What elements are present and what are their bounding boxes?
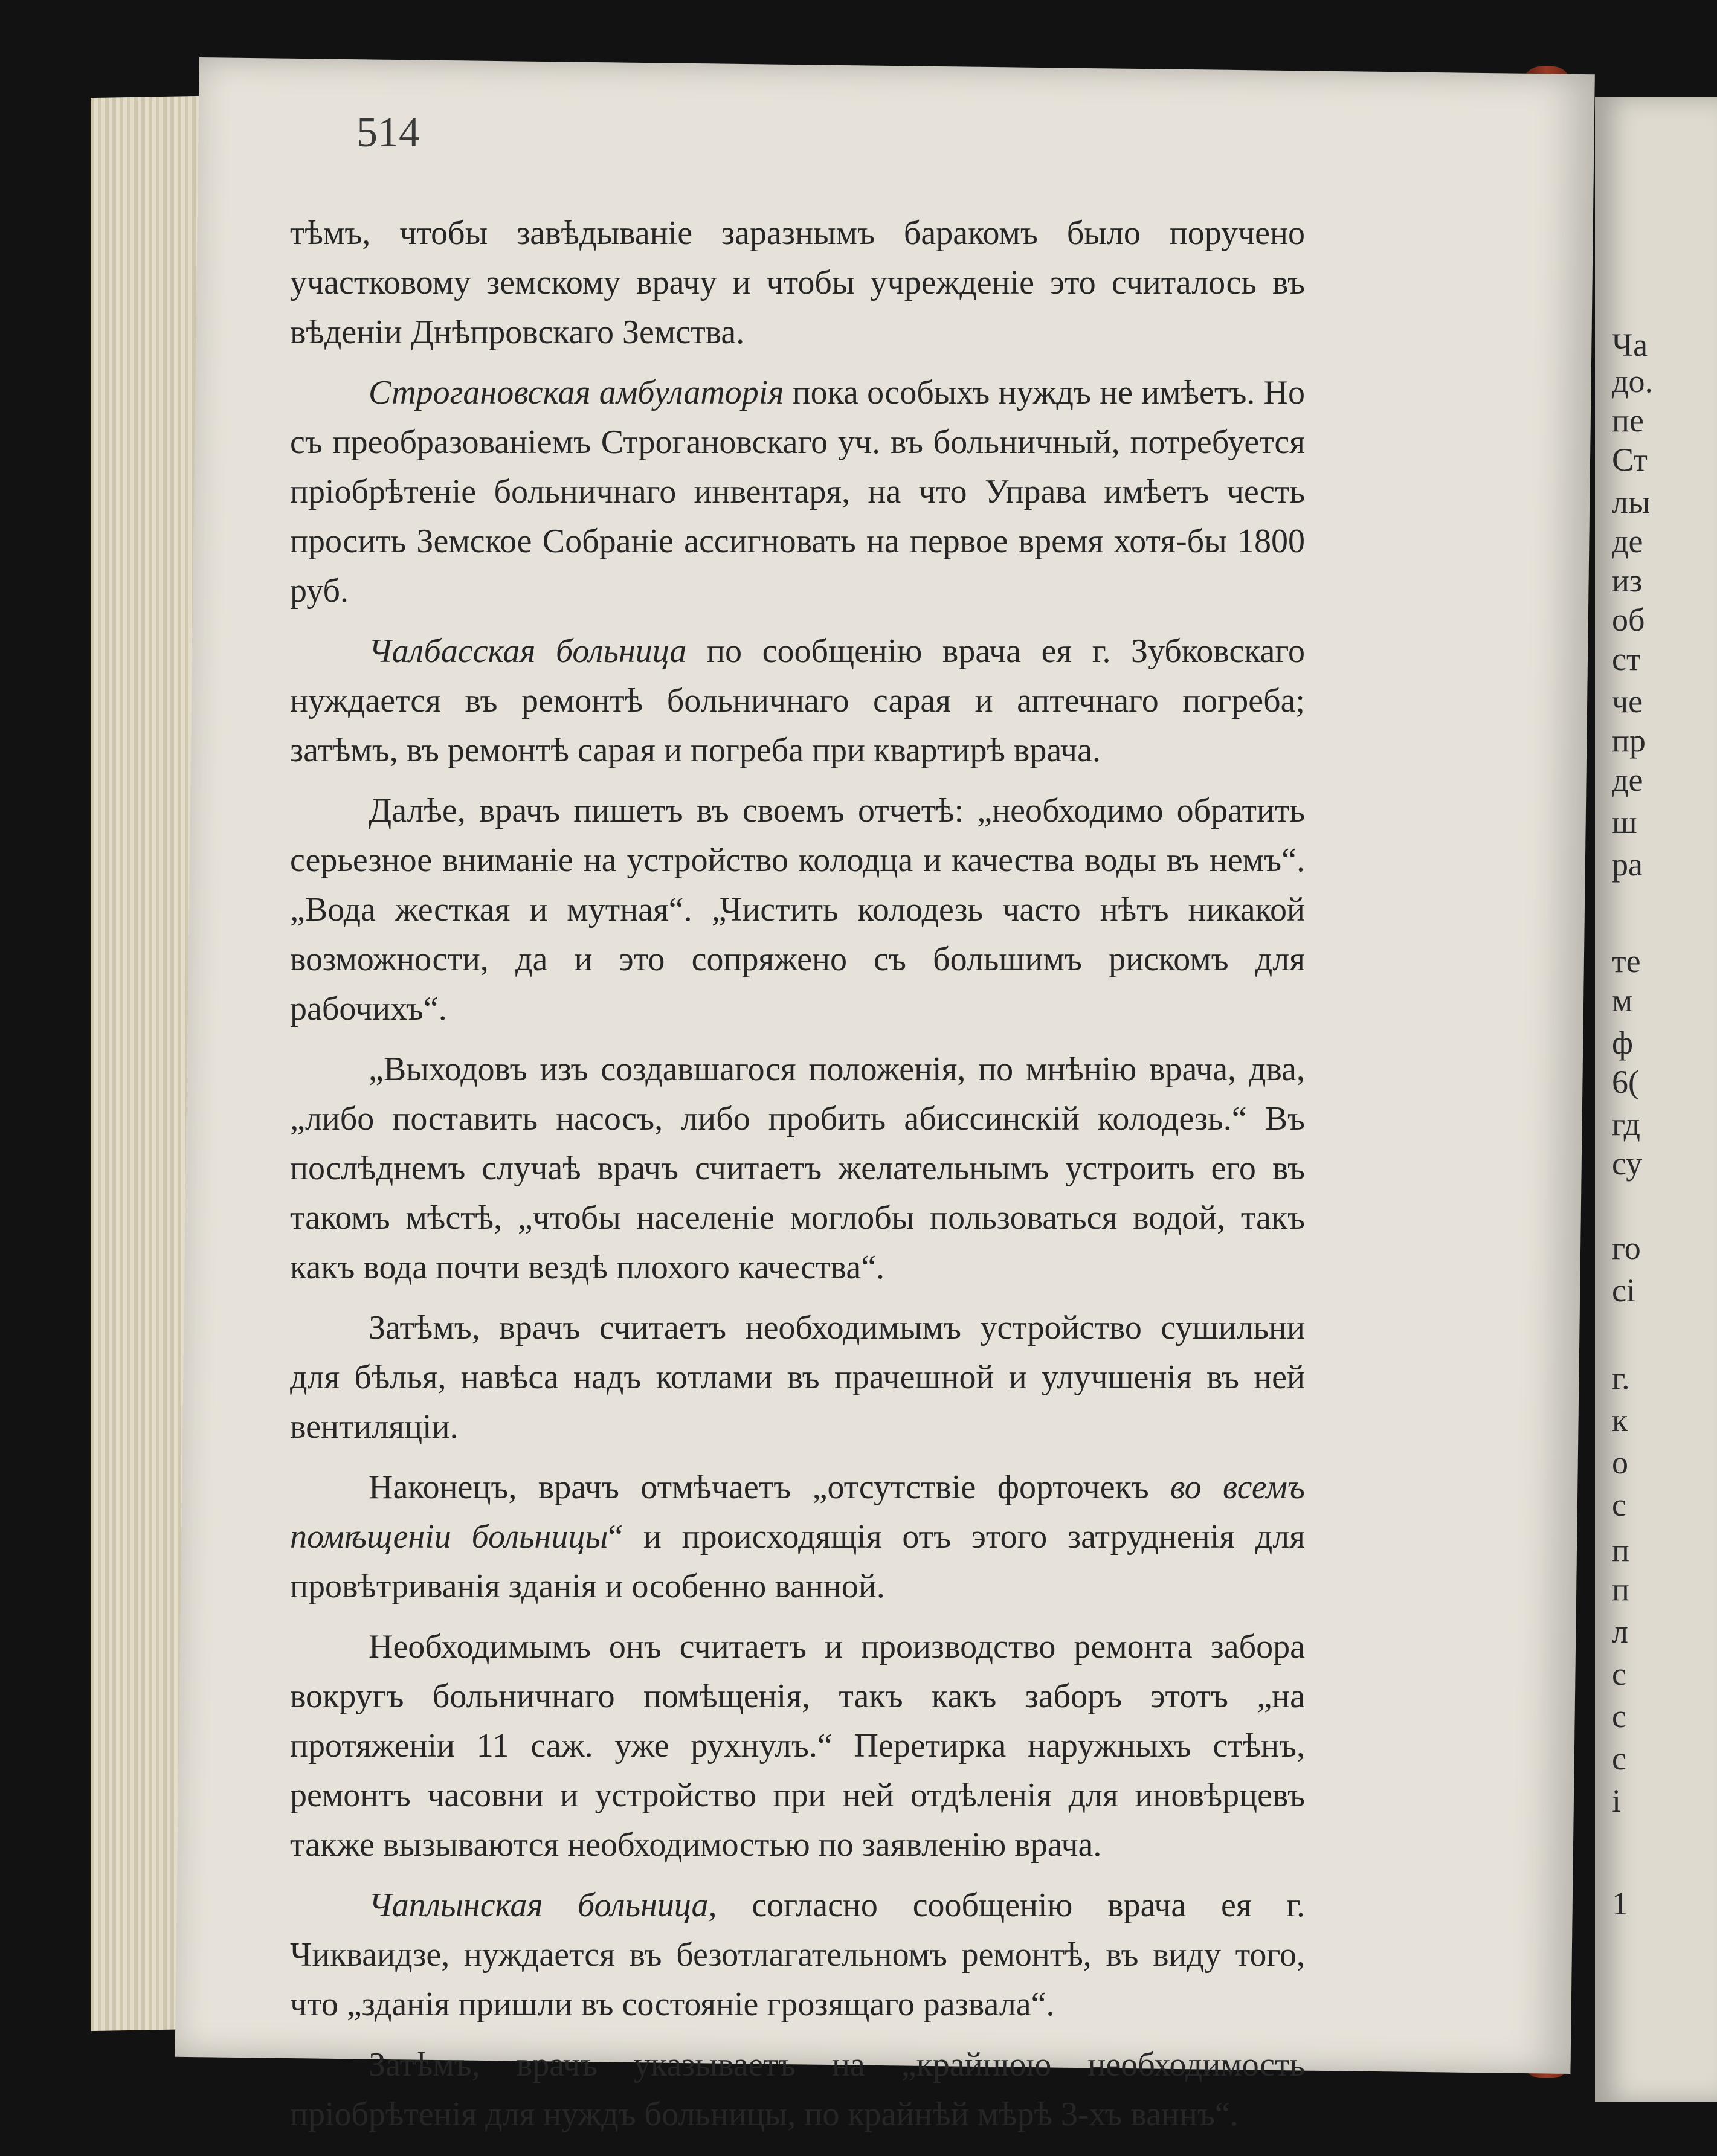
text-run: “ и происходящія отъ этого затрудненія для провѣтриванія зданія и особенно ванной. <box>290 1518 1305 1605</box>
paragraph <box>290 1463 1305 1611</box>
text-run: согласно сообщенію врача ея г. Чикваидзе, нуждается въ безотлагательномъ ремонтѣ, въ виду того, что „зданія пришли въ состояніе грозящаго развала“. <box>290 1887 1305 2023</box>
next-page-text-fragment: о <box>1612 1444 1628 1481</box>
text-run: Далѣе, врачъ пишетъ въ своемъ отчетѣ: „необходимо обратить серьезное вниманіе на устройство колодца и качества воды въ немъ“. „Вода жесткая и мутная“. „Чистить колодезь часто нѣтъ никакой возможности, да и это сопряжено съ большимъ рискомъ для рабочихъ“. <box>290 792 1305 1028</box>
text-run: по сообщенію врача ея г. Зубковскаго нуждается въ ремонтѣ больничнаго сарая и аптечнаго погреба; затѣмъ, въ ремонтѣ сарая и погреба при квартирѣ врача. <box>290 632 1305 769</box>
italic-heading: Чалбасская больница <box>369 632 687 670</box>
paragraph <box>290 208 1305 357</box>
next-page-text-fragment: об <box>1612 602 1645 638</box>
paragraph <box>290 1881 1305 2029</box>
text-run: Затѣмъ, врачъ указываетъ на „крайнюю необходимость пріобрѣтенія для нуждъ больницы, по крайнѣй мѣрѣ 3-хъ ваннъ“. <box>290 2046 1305 2133</box>
next-page-text-fragment: сі <box>1612 1272 1635 1308</box>
next-page-text-fragment: де <box>1612 523 1643 559</box>
next-page-text-fragment: п <box>1612 1532 1629 1568</box>
next-page-text-fragment: до. <box>1612 363 1653 399</box>
italic-heading: Строгановская амбулаторія <box>369 374 784 411</box>
next-page-text-fragment: су <box>1612 1145 1643 1182</box>
next-page-text-fragment: м <box>1612 982 1633 1018</box>
next-page-text-fragment: пр <box>1612 722 1646 759</box>
next-page-text-fragment: ф <box>1612 1025 1633 1061</box>
paragraph <box>290 1044 1305 1292</box>
next-page-text-fragment: пе <box>1612 402 1644 439</box>
next-page-text-fragment: с <box>1612 1740 1626 1777</box>
next-page-text-fragment: го <box>1612 1230 1641 1266</box>
next-page-text-fragment: г. <box>1612 1360 1630 1396</box>
text-run: пока особыхъ нуждъ не имѣетъ. Но съ преобразованіемъ Строгановскаго уч. въ больничный, потребуется пріобрѣтеніе больничнаго инвентаря, на что Управа имѣетъ честь просить Земское Собраніе ассигновать на первое время хотя-бы 1800 руб. <box>290 374 1305 610</box>
text-run: Необходимымъ онъ считаетъ и производство ремонта забора вокругъ больничнаго помѣщенія, такъ какъ заборъ этотъ „на протяженіи 11 саж. уже рухнулъ.“ Перетирка наружныхъ стѣнъ, ремонтъ часовни и устройство при ней отдѣленія для иновѣрцевъ также вызываются необходимостью по заявленію врача. <box>290 1628 1305 1864</box>
book-page-right-fragment <box>1595 97 1717 2102</box>
paragraph <box>290 2040 1305 2139</box>
italic-heading: во всемъ помѣщеніи больницы <box>290 1469 1305 1556</box>
next-page-text-fragment: лы <box>1612 484 1651 520</box>
next-page-text-fragment: п <box>1612 1571 1629 1607</box>
next-page-text-fragment: гд <box>1612 1106 1640 1142</box>
next-page-text-fragment: і <box>1612 1783 1622 1819</box>
paragraph <box>290 1303 1305 1452</box>
next-page-text-fragment: Ст <box>1612 442 1648 478</box>
paragraph <box>290 626 1305 775</box>
page-number: 514 <box>356 109 420 156</box>
next-page-text-fragment: де <box>1612 762 1643 798</box>
next-page-text-fragment: че <box>1612 683 1643 719</box>
next-page-text-fragment: Ча <box>1612 327 1648 363</box>
next-page-text-fragment: л <box>1612 1614 1628 1650</box>
next-page-text-fragment: ст <box>1612 641 1641 677</box>
next-page-text-fragment: 1 <box>1612 1885 1628 1922</box>
page-body-text <box>290 208 1305 2150</box>
text-run: Затѣмъ, врачъ считаетъ необходимымъ устройство сушильни для бѣлья, навѣса надъ котлами въ прачешной и улучшенія въ ней вентиляціи. <box>290 1309 1305 1446</box>
next-page-text-fragment: с <box>1612 1656 1626 1692</box>
paragraph <box>290 786 1305 1034</box>
next-page-text-fragment: ш <box>1612 804 1637 840</box>
text-run: Наконецъ, врачъ отмѣчаетъ „отсутствіе форточекъ <box>369 1469 1171 1506</box>
next-page-text-fragment: из <box>1612 562 1643 599</box>
text-run: „Выходовъ изъ создавшагося положенія, по мнѣнію врача, два, „либо поставить насосъ, либо пробить абиссинскій колодезь.“ Въ послѣднемъ случаѣ врачъ считаетъ желательнымъ устроить его въ такомъ мѣстѣ, „чтобы населеніе моглобы пользоваться водой, такъ какъ вода почти вездѣ плохого качества“. <box>290 1051 1305 1286</box>
text-run: тѣмъ, чтобы завѣдываніе заразнымъ баракомъ было поручено участковому земскому врачу и чтобы учрежденіе это считалось въ вѣденіи Днѣпровскаго Земства. <box>290 214 1305 351</box>
next-page-text-fragment: с <box>1612 1487 1626 1523</box>
next-page-text-fragment: 6( <box>1612 1064 1639 1100</box>
next-page-text-fragment: с <box>1612 1698 1626 1734</box>
paragraph <box>290 368 1305 616</box>
next-page-text-fragment: те <box>1612 943 1641 979</box>
next-page-text-fragment: ра <box>1612 846 1643 883</box>
next-page-text-fragment: к <box>1612 1402 1628 1438</box>
paragraph <box>290 1622 1305 1870</box>
italic-heading: Чаплынская больница, <box>369 1887 717 1924</box>
